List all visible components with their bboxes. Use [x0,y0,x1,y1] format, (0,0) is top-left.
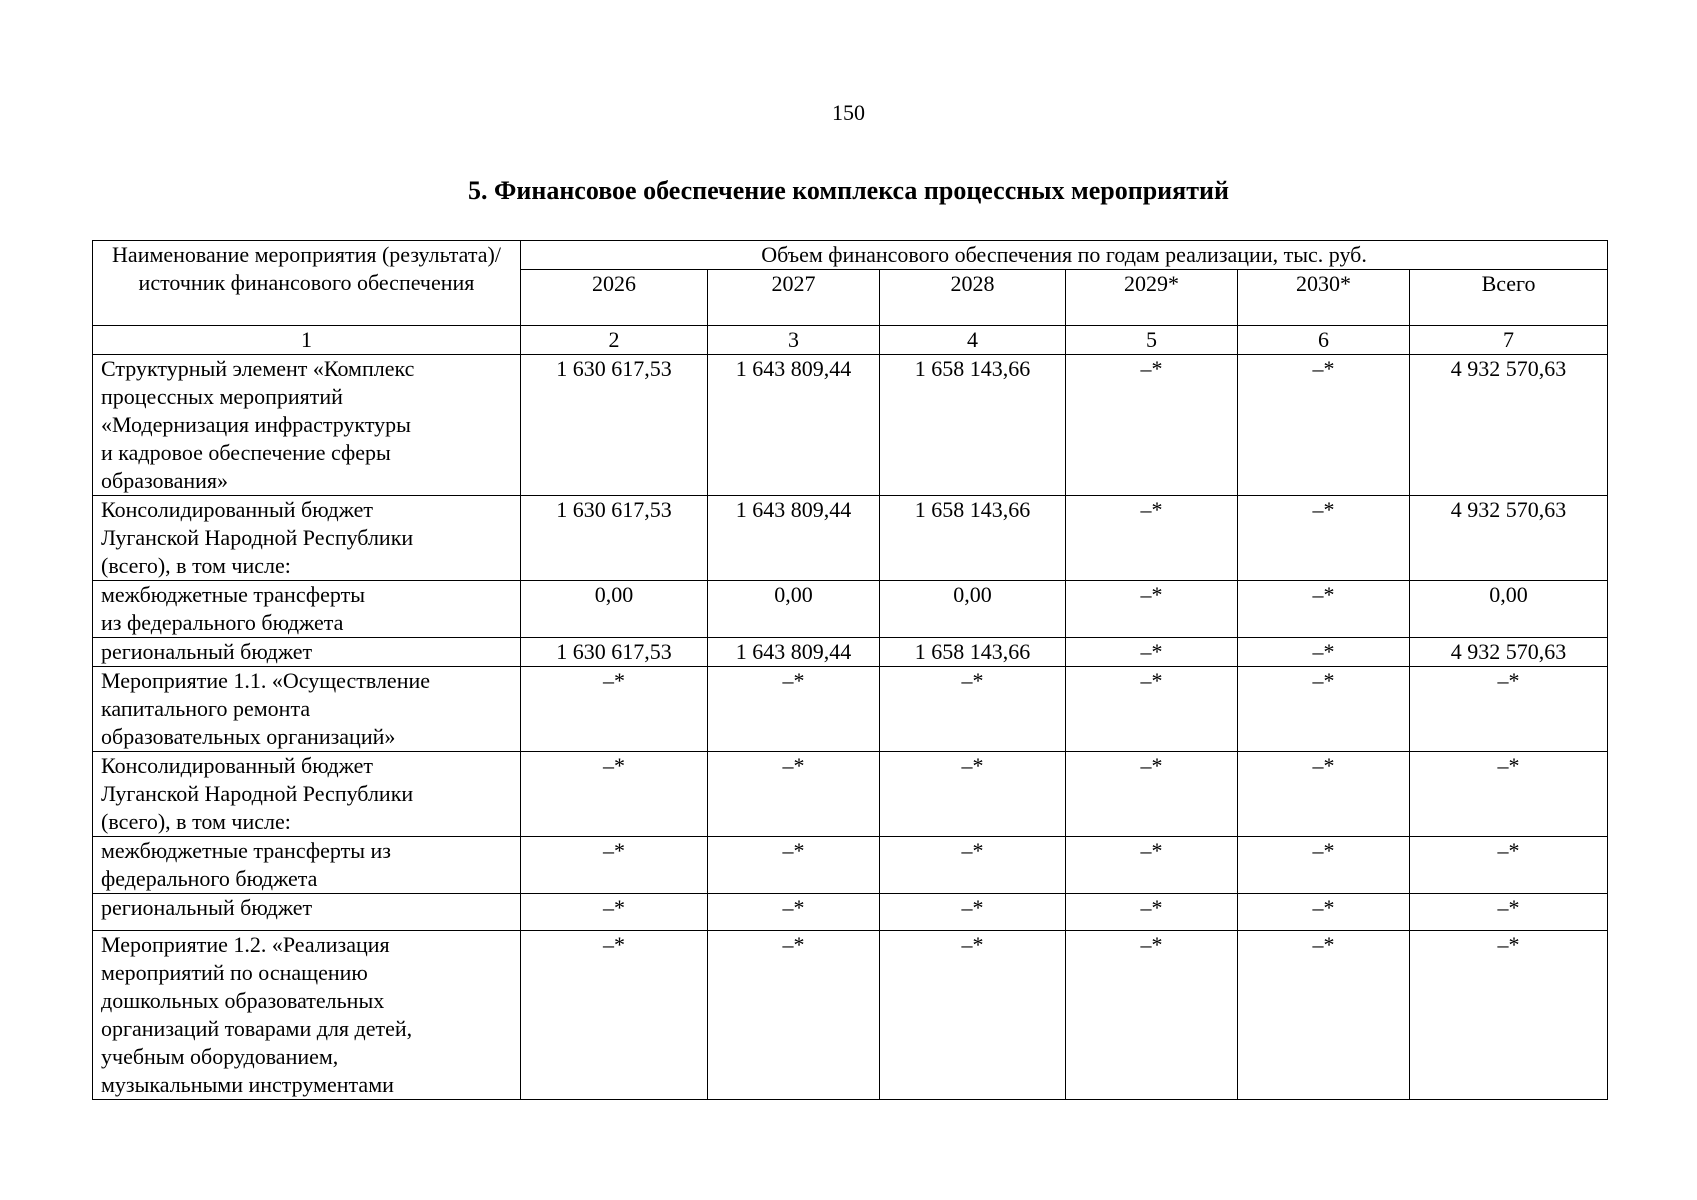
table-row [93,667,1608,752]
value-cell: 1 658 143,66 [880,638,1066,667]
table-row [93,837,1608,894]
value-cell: –* [1066,496,1238,581]
table-row [93,355,1608,496]
year-header: 2030* [1238,270,1410,326]
value-cell: 0,00 [521,581,708,638]
row-name-cell: Консолидированный бюджет Луганской Народной Республики (всего), в том числе: [93,752,521,837]
row-name-cell: Мероприятие 1.2. «Реализация мероприятий по оснащению дошкольных образовательных организаций товарами для детей, учебным оборудованием, музыкальными инструментами [93,931,521,1100]
value-cell: –* [521,752,708,837]
year-header: 2026 [521,270,708,326]
table-row [93,581,1608,638]
value-cell: –* [1238,581,1410,638]
total-value-cell: –* [1410,752,1608,837]
table-row [93,496,1608,581]
header-row-1 [93,241,1608,270]
row-name-cell: межбюджетные трансферты из федерального бюджета [93,581,521,638]
row-name-cell: региональный бюджет [93,894,521,931]
header-group-cell: Объем финансового обеспечения по годам реализации, тыс. руб. [521,241,1608,270]
value-cell: 1 643 809,44 [708,638,880,667]
value-cell: –* [708,752,880,837]
value-cell: –* [708,837,880,894]
total-value-cell: –* [1410,837,1608,894]
table-row [93,638,1608,667]
value-cell: –* [1066,355,1238,496]
value-cell: 1 658 143,66 [880,496,1066,581]
value-cell: –* [880,752,1066,837]
total-value-cell: –* [1410,931,1608,1100]
value-cell: –* [1066,667,1238,752]
value-cell: –* [521,667,708,752]
row-name-cell: региональный бюджет [93,638,521,667]
table-row [93,894,1608,931]
value-cell: –* [1066,837,1238,894]
total-value-cell: 4 932 570,63 [1410,496,1608,581]
column-number: 6 [1238,326,1410,355]
value-cell: 1 643 809,44 [708,496,880,581]
value-cell: 1 630 617,53 [521,355,708,496]
header-name-cell: Наименование мероприятия (результата)/ источник финансового обеспечения [93,241,521,326]
value-cell: –* [708,931,880,1100]
total-header: Всего [1410,270,1608,326]
value-cell: –* [521,931,708,1100]
financing-table [92,240,1608,1100]
value-cell: 0,00 [880,581,1066,638]
value-cell: 1 658 143,66 [880,355,1066,496]
column-number: 7 [1410,326,1608,355]
year-header: 2027 [708,270,880,326]
value-cell: –* [1238,355,1410,496]
year-header: 2028 [880,270,1066,326]
value-cell: –* [880,931,1066,1100]
table-row [93,931,1608,1100]
value-cell: –* [1238,931,1410,1100]
value-cell: –* [1066,752,1238,837]
value-cell: –* [1238,752,1410,837]
column-number: 4 [880,326,1066,355]
column-number: 1 [93,326,521,355]
value-cell: –* [1066,581,1238,638]
value-cell: 0,00 [708,581,880,638]
column-number: 5 [1066,326,1238,355]
row-name-cell: Консолидированный бюджет Луганской Народной Республики (всего), в том числе: [93,496,521,581]
value-cell: –* [880,667,1066,752]
value-cell: 1 630 617,53 [521,638,708,667]
value-cell: 1 630 617,53 [521,496,708,581]
value-cell: –* [1238,496,1410,581]
value-cell: 1 643 809,44 [708,355,880,496]
value-cell: –* [1238,667,1410,752]
value-cell: –* [880,894,1066,931]
page-number: 150 [832,100,865,125]
table-row [93,752,1608,837]
total-value-cell: 0,00 [1410,581,1608,638]
value-cell: –* [1238,638,1410,667]
column-number: 2 [521,326,708,355]
row-name-cell: Мероприятие 1.1. «Осуществление капитального ремонта образовательных организаций» [93,667,521,752]
value-cell: –* [1066,894,1238,931]
value-cell: –* [708,667,880,752]
total-value-cell: –* [1410,894,1608,931]
column-number: 3 [708,326,880,355]
value-cell: –* [1238,894,1410,931]
total-value-cell: 4 932 570,63 [1410,355,1608,496]
value-cell: –* [521,837,708,894]
section-title: 5. Финансовое обеспечение комплекса процессных мероприятий [468,176,1229,205]
value-cell: –* [1066,931,1238,1100]
value-cell: –* [521,894,708,931]
row-name-cell: межбюджетные трансферты из федерального бюджета [93,837,521,894]
value-cell: –* [708,894,880,931]
row-name-cell: Структурный элемент «Комплекс процессных мероприятий «Модернизация инфраструктуры и кадровое обеспечение сферы образования» [93,355,521,496]
value-cell: –* [1238,837,1410,894]
total-value-cell: 4 932 570,63 [1410,638,1608,667]
total-value-cell: –* [1410,667,1608,752]
value-cell: –* [1066,638,1238,667]
column-number-row [93,326,1608,355]
year-header: 2029* [1066,270,1238,326]
value-cell: –* [880,837,1066,894]
